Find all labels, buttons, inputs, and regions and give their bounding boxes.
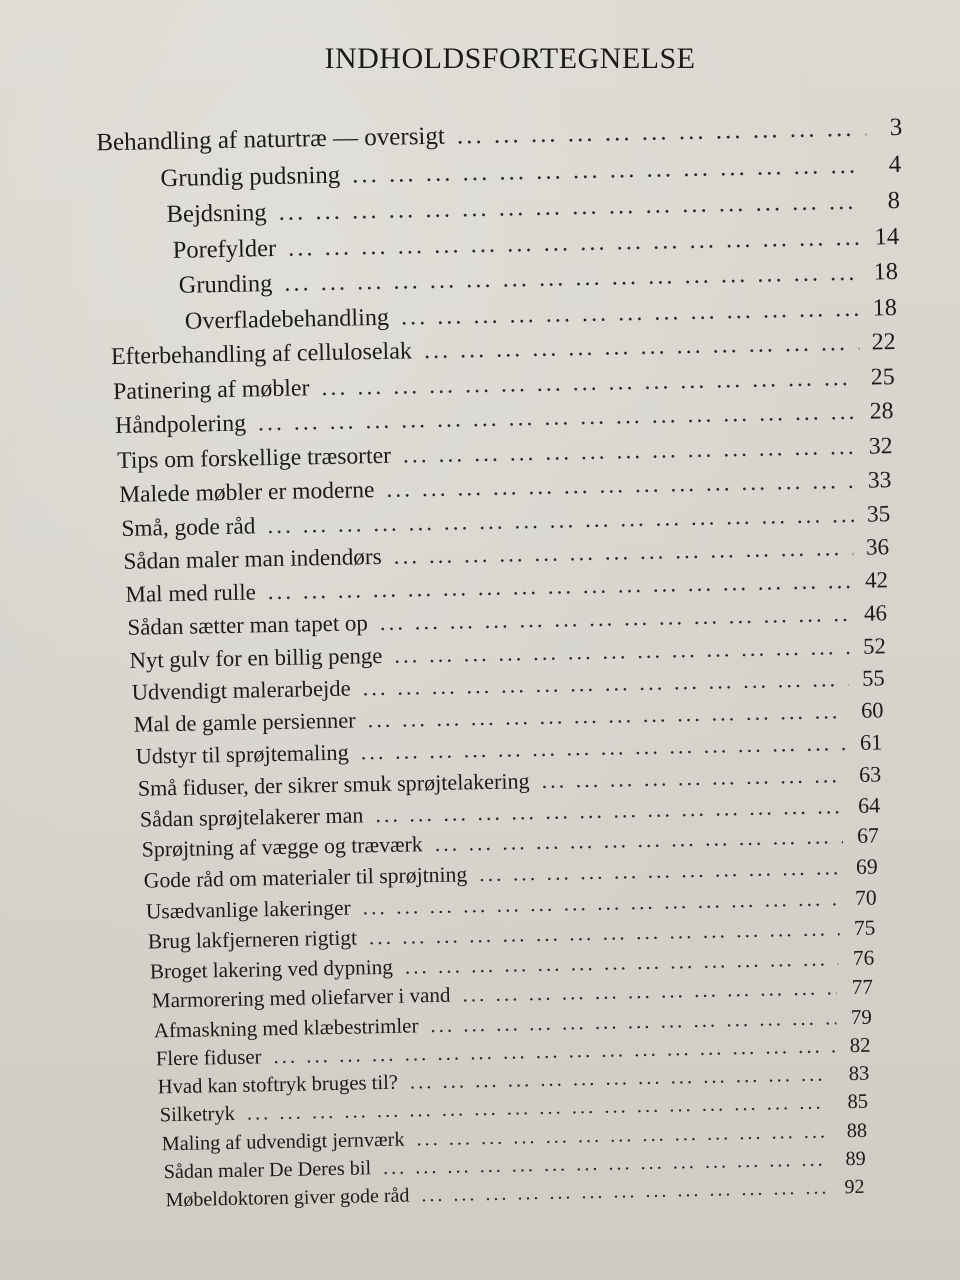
toc-entry-page: 35 [866,500,891,528]
toc-entry-label: Marmorering med oliefarver i vand [151,983,451,1013]
toc-entry-page: 33 [867,466,892,494]
toc-entry-page: 36 [865,534,890,561]
dot-leader [401,295,861,332]
toc-entry [111,329,896,371]
toc-entry-label: Grunding [178,270,273,300]
toc-entry-page: 4 [888,150,902,178]
toc-entry-label: Behandling af naturtræ — oversigt [96,122,446,157]
toc-entry-page: 89 [845,1147,866,1170]
toc-entry-label: Porefylder [172,234,277,264]
toc-entry-label: Sådan sætter man tapet op [127,610,369,641]
toc-entry-label: Malede møbler er moderne [119,476,375,508]
toc-entry [160,150,901,192]
table-of-contents [0,113,960,1251]
toc-entry-page: 3 [889,113,903,142]
dot-leader [416,1120,831,1151]
toc-entry-page: 64 [857,792,881,819]
toc-entry-label: Sådan maler De Deres bil [163,1156,372,1183]
page-title: INDHOLDSFORTEGNELSE [324,42,696,75]
dot-leader [360,730,846,765]
toc-entry-page: 67 [856,823,880,849]
dot-leader [362,886,840,920]
dot-leader [430,1005,836,1038]
toc-entry-page: 61 [859,729,883,756]
toc-entry [179,258,899,300]
toc-entry-page: 8 [887,186,901,214]
dot-leader [462,976,837,1008]
toc-entry-label: Maling af udvendigt jernværk [161,1128,405,1155]
dot-leader [267,501,854,539]
toc-entry-label: Små, gode råd [121,512,256,542]
toc-entry-page: 69 [855,854,878,879]
toc-entry-label: Patinering af møbler [112,375,310,405]
toc-entry-label: Udstyr til sprøjtemaling [135,739,349,770]
dot-leader [457,115,867,151]
toc-entry-label: Gode råd om materialer til sprøjtning [143,862,468,893]
toc-entry-label: Broget lakering ved dypning [149,954,394,984]
toc-entry [185,294,898,336]
toc-entry-label: Tips om forskellige træsorter [116,442,392,474]
toc-entry-page: 76 [852,945,875,970]
toc-entry-label: Nyt gulv for en billig penge [129,642,383,673]
dot-leader [386,468,855,504]
dot-leader [403,434,857,470]
dot-leader [284,259,862,298]
toc-entry-label: Usædvanlige lakeringer [145,895,351,924]
toc-entry-page: 77 [851,975,874,1000]
toc-entry-page: 46 [863,600,888,626]
dot-leader [268,568,853,605]
dot-leader [424,330,860,365]
toc-entry [113,364,895,406]
dot-leader [405,946,839,979]
toc-entry [172,223,899,265]
dot-leader [278,187,864,226]
toc-entry-page: 75 [853,915,876,940]
toc-entry-label: Hvad kan stoftryk bruges til? [157,1071,399,1099]
toc-entry-page: 82 [849,1033,871,1057]
dot-leader [362,666,849,701]
toc-entry-label: Mal de gamle persienner [133,707,356,738]
toc-entry-page: 22 [871,328,896,356]
toc-entry-label: Håndpolering [114,410,247,440]
toc-entry-page: 18 [872,293,898,322]
toc-entry-page: 25 [870,363,895,391]
toc-entry-label: Efterbehandling af celluloselak [110,338,413,371]
toc-entry-label: Brug lakfjerneren rigtigt [147,925,358,954]
toc-entry-page: 14 [874,222,900,251]
dot-leader [258,399,858,438]
dot-leader [383,1148,830,1180]
dot-leader [541,762,845,794]
toc-entry-label: Sprøjtning af vægge og træværk [141,832,423,862]
toc-entry-label: Afmaskning med klæbestrimler [153,1013,419,1043]
dot-leader [367,698,847,733]
dot-leader [352,151,865,189]
toc-entry-page: 42 [864,567,889,593]
dot-leader [369,916,840,950]
toc-entry-label: Sådan maler man indendørs [123,543,382,575]
toc-entry-page: 55 [861,665,885,692]
toc-entry-page: 18 [873,258,899,286]
dot-leader [380,601,852,636]
dot-leader [421,1176,829,1207]
toc-entry-label: Mal med rulle [125,579,257,608]
dot-leader [321,365,859,402]
dot-leader [393,535,853,571]
dot-leader [394,634,850,669]
toc-entry-page: 52 [862,633,887,659]
toc-entry-label: Grundig pudsning [160,161,341,192]
toc-entry [96,114,902,157]
dot-leader [288,223,864,262]
toc-entry-page: 88 [846,1119,868,1142]
toc-entry-label: Silketryk [159,1103,236,1127]
toc-entry-page: 85 [847,1091,869,1114]
toc-entry-page: 79 [850,1004,873,1029]
dot-leader [375,793,844,828]
toc-entry-page: 28 [869,398,894,425]
toc-entry-label: Sådan sprøjtelakerer man [139,802,364,832]
toc-entry-page: 32 [868,432,893,460]
dot-leader [479,855,842,887]
toc-entry-page: 63 [858,761,882,787]
toc-entry [166,187,900,229]
toc-entry-page: 92 [844,1175,865,1198]
toc-entry-label: Flere fiduser [155,1045,262,1071]
dot-leader [410,1063,834,1094]
toc-entry-label: Små fiduser, der sikrer smuk sprøjtelakering [137,768,530,801]
toc-entry-page: 60 [860,697,884,724]
toc-entry-label: Overfladebehandling [184,303,390,335]
toc-entry-label: Udvendigt malerarbejde [131,675,351,706]
toc-entry-page: 83 [848,1062,870,1085]
toc-entry-page: 70 [854,885,877,910]
toc-entry-label: Møbeldoktoren giver gode råd [165,1184,410,1211]
dot-leader [434,824,843,857]
toc-entry-label: Bejdsning [166,198,267,228]
